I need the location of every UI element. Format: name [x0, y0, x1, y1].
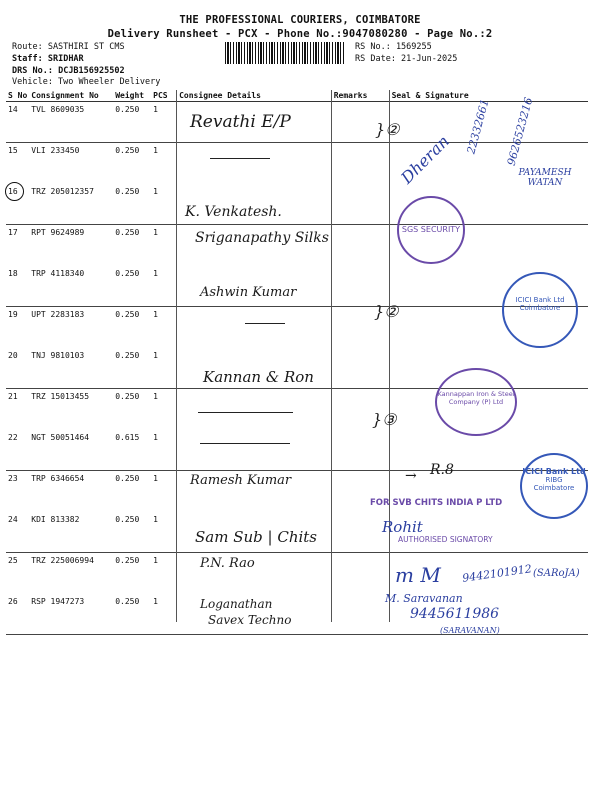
name-note: (SARAVANAN) — [440, 626, 500, 635]
signature: Rohit — [382, 518, 423, 536]
table-row: 20 TNJ 9810103 0.250 1 — [6, 348, 588, 389]
bank-stamp: ICICI Bank Ltd Coimbatore — [502, 272, 578, 348]
phone-note: 9442101912 — [461, 562, 533, 585]
remark-note: R.8 — [430, 462, 454, 478]
name-note: (SARoJA) — [533, 568, 580, 579]
company-rubber-stamp: FOR SVB CHITS INDIA P LTD — [370, 498, 503, 508]
handwritten-consignee: P.N. Rao — [200, 556, 255, 571]
table-row: 21 TRZ 15013455 0.250 1 — [8, 392, 158, 401]
remark-mark: → — [405, 468, 417, 484]
col-weight: Weight — [113, 90, 151, 102]
col-remarks: Remarks — [332, 90, 390, 102]
table-row: 19 UPT 2283183 0.250 1 — [8, 310, 158, 319]
col-sno: S No — [8, 91, 28, 100]
name-note: PAYAMESH WATAN — [518, 168, 572, 188]
rs-date: RS Date: 21-Jun-2025 — [355, 54, 458, 64]
col-seal: Seal & Signature — [390, 90, 588, 102]
phone-note: 9626523216 — [504, 96, 536, 167]
handwritten-consignee: Revathi E/P — [190, 112, 291, 132]
handwritten-consignee: Loganathan — [200, 597, 273, 611]
handwritten-consignee: Kannan & Ron — [203, 368, 314, 386]
authorised-signatory: AUTHORISED SIGNATORY — [398, 535, 493, 544]
company-stamp: SGS SECURITY — [397, 196, 465, 264]
table-row: 14 TVL 8609035 0.250 1 — [6, 102, 588, 143]
table-row: 22 NGT 50051464 0.615 1 — [6, 430, 588, 471]
runsheet-table — [6, 90, 588, 635]
column-divider — [389, 90, 390, 622]
name-note: M. Saravanan — [385, 592, 463, 605]
handwritten-consignee: K. Venkatesh. — [185, 204, 282, 220]
handwritten-stroke — [210, 158, 270, 159]
drs-number: DCJB156925502 — [58, 66, 125, 76]
phone-note: 9445611986 — [410, 606, 500, 622]
handwritten-consignee: Savex Techno — [208, 613, 292, 627]
handwritten-consignee: Sam Sub | Chits — [195, 528, 317, 546]
rs-number: RS No.: 1569255 — [355, 42, 432, 52]
table-row: 26 RSP 1947273 0.250 1 — [6, 594, 588, 635]
remark-mark: }② — [374, 302, 399, 321]
signature: m M — [395, 563, 441, 587]
runsheet-subtitle: Delivery Runsheet - PCX - Phone No.:9047080280 - Page No.:2 — [107, 28, 493, 40]
vehicle-text: Vehicle: Two Wheeler Delivery — [12, 77, 161, 87]
handwritten-stroke — [245, 323, 285, 324]
col-consignee: Consignee Details — [177, 90, 332, 102]
handwritten-consignee: Ashwin Kumar — [200, 285, 297, 300]
col-consignment: Consignment No — [29, 90, 113, 102]
table-row: 16 TRZ 205012357 0.250 1 — [6, 184, 588, 225]
handwritten-stroke — [200, 443, 290, 444]
remark-mark: }③ — [372, 410, 397, 429]
handwritten-consignee: Ramesh Kumar — [190, 473, 292, 488]
table-row: 25 TRZ 225006994 0.250 1 — [8, 556, 158, 565]
table-row: 15 VLI 233450 0.250 1 — [8, 146, 158, 155]
barcode — [225, 42, 345, 64]
table-row: 18 TRP 4118340 0.250 1 — [6, 266, 588, 307]
handwritten-stroke — [198, 412, 293, 413]
circled-mark — [5, 182, 24, 201]
signature: Dheran — [397, 131, 454, 188]
table-row: 17 RPT 9624989 0.250 1 — [8, 228, 158, 237]
table-header-row — [6, 90, 588, 102]
staff-line: Staff: SRIDHAR — [12, 54, 84, 64]
company-stamp: Kannappan Iron & Steel Company (P) Ltd — [435, 368, 517, 436]
column-divider — [176, 90, 177, 622]
bank-stamp: ICICI Bank Ltd RIBG Coimbatore — [520, 453, 588, 519]
staff-name: SRIDHAR — [47, 54, 84, 64]
route-text: Route: SASTHIRI ST CMS — [12, 42, 125, 52]
table-row: 24 KDI 813382 0.250 1 — [6, 512, 588, 553]
remark-mark: }② — [375, 120, 400, 139]
drs-line: DRS No.: DCJB156925502 — [12, 66, 125, 76]
company-title: THE PROFESSIONAL COURIERS, COIMBATORE — [179, 14, 421, 26]
handwritten-consignee: Sriganapathy Silks — [195, 230, 329, 246]
phone-note: 22332661 — [464, 97, 492, 156]
table-row: 23 TRP 6346654 0.250 1 — [8, 474, 158, 483]
column-divider — [331, 90, 332, 622]
col-pcs: PCS — [151, 90, 177, 102]
